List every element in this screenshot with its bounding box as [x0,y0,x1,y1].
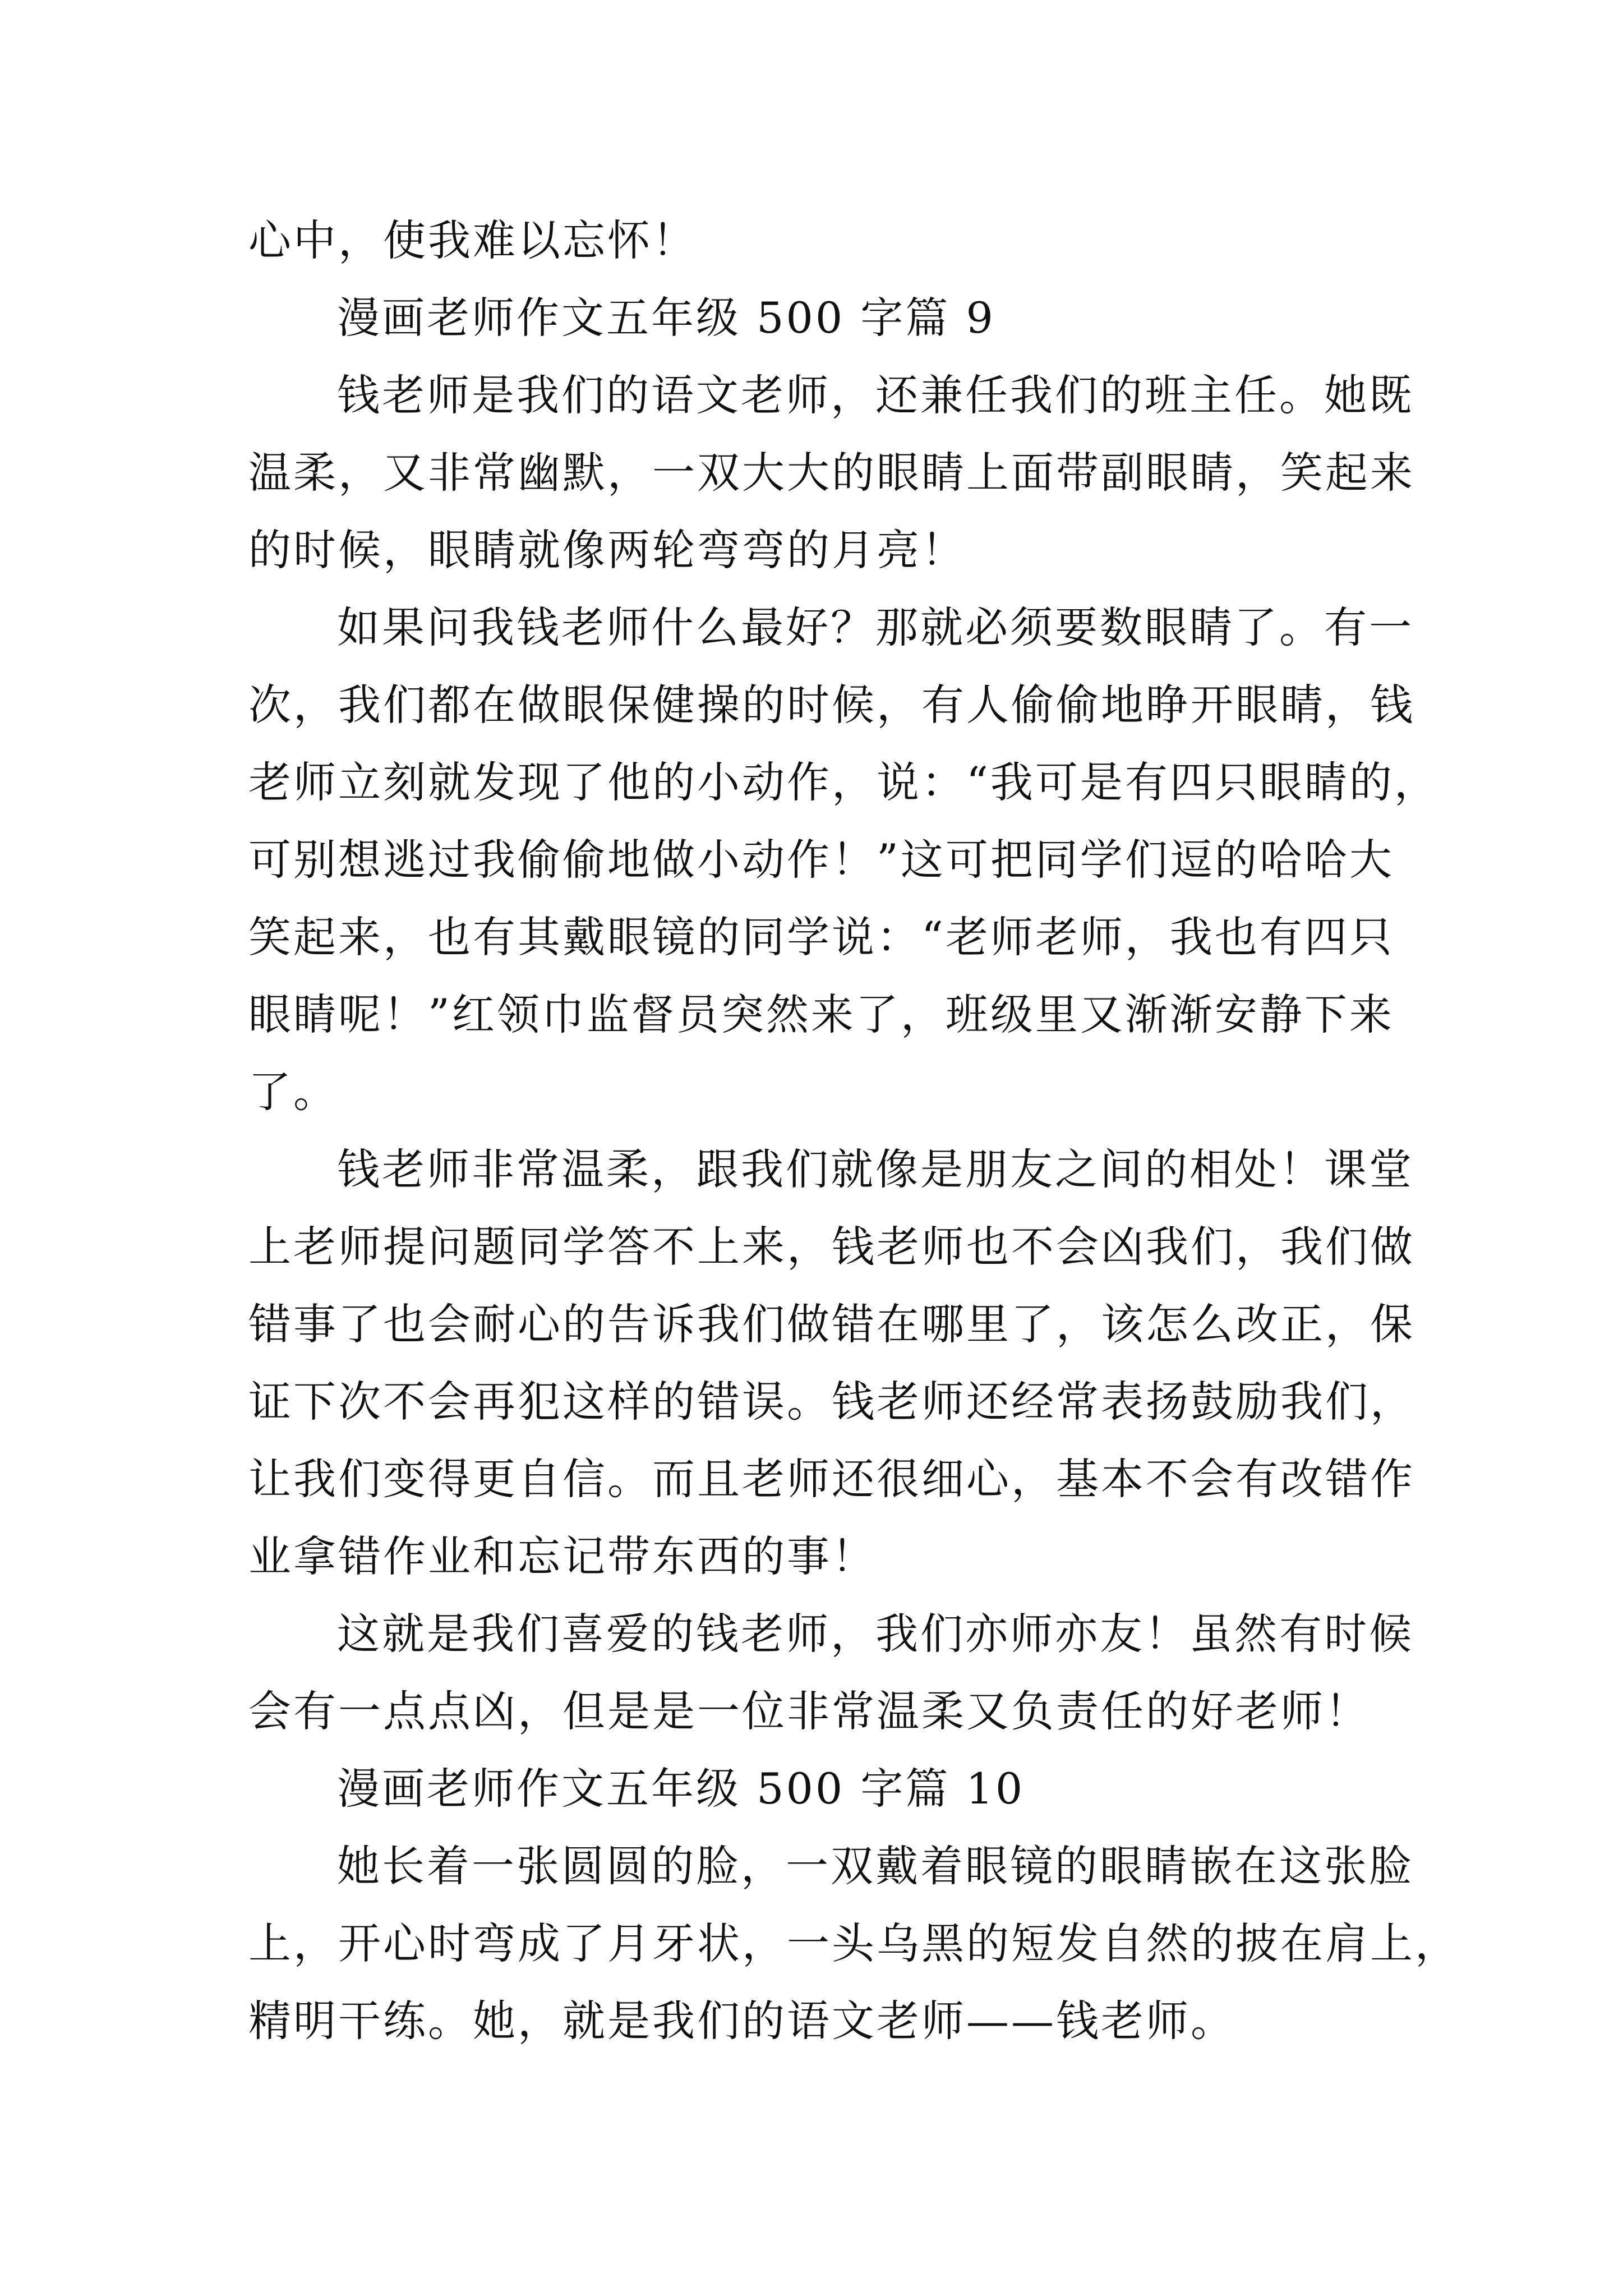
text-line: 她长着一张圆圆的脸，一双戴着眼镜的眼睛嵌在这张脸 [337,1841,1414,1891]
text-line: 让我们变得更自信。而且老师还很细心，基本不会有改错作 [248,1454,1415,1504]
text-line: 上老师提问题同学答不上来，钱老师也不会凶我们，我们做 [248,1222,1415,1272]
text-line: 钱老师非常温柔，跟我们就像是朋友之间的相处！课堂 [337,1144,1414,1194]
text-line: 这就是我们喜爱的钱老师，我们亦师亦友！虽然有时候 [337,1609,1414,1659]
essay-text [248,202,1460,2060]
text-line: 笑起来，也有其戴眼镜的同学说：“老师老师，我也有四只 [248,912,1394,962]
section-heading: 漫画老师作文五年级 500 字篇 10 [337,1764,1025,1814]
section-heading: 漫画老师作文五年级 500 字篇 9 [337,293,995,343]
text-line: 会有一点点凶，但是是一位非常温柔又负责任的好老师！ [248,1686,1370,1736]
text-line: 心中，使我难以忘怀！ [248,215,697,265]
text-line: 证下次不会再犯这样的错误。钱老师还经常表扬鼓励我们， [248,1377,1415,1427]
text-line: 温柔，又非常幽默，一双大大的眼睛上面带副眼睛，笑起来 [248,448,1415,498]
text-line: 眼睛呢！”红领巾监督员突然来了，班级里又渐渐安静下来 [248,990,1394,1039]
text-line: 钱老师是我们的语文老师，还兼任我们的班主任。她既 [337,370,1414,420]
text-line: 了。 [248,1067,338,1117]
text-line: 如果问我钱老师什么最好？那就必须要数眼睛了。有一 [337,602,1414,652]
text-line: 次，我们都在做眼保健操的时候，有人偷偷地睁开眼睛，钱 [248,680,1415,730]
text-line: 老师立刻就发现了他的小动作，说：“我可是有四只眼睛的， [248,757,1439,807]
text-line: 精明干练。她，就是我们的语文老师——钱老师。 [248,1996,1235,2046]
text-line: 可别想逃过我偷偷地做小动作！”这可把同学们逗的哈哈大 [248,835,1394,885]
text-line: 业拿错作业和忘记带东西的事！ [248,1531,877,1581]
text-line: 错事了也会耐心的告诉我们做错在哪里了，该怎么改正，保 [248,1299,1415,1349]
text-line: 的时候，眼睛就像两轮弯弯的月亮！ [248,525,966,575]
text-line: 上，开心时弯成了月牙状，一头乌黑的短发自然的披在肩上， [248,1918,1460,1968]
